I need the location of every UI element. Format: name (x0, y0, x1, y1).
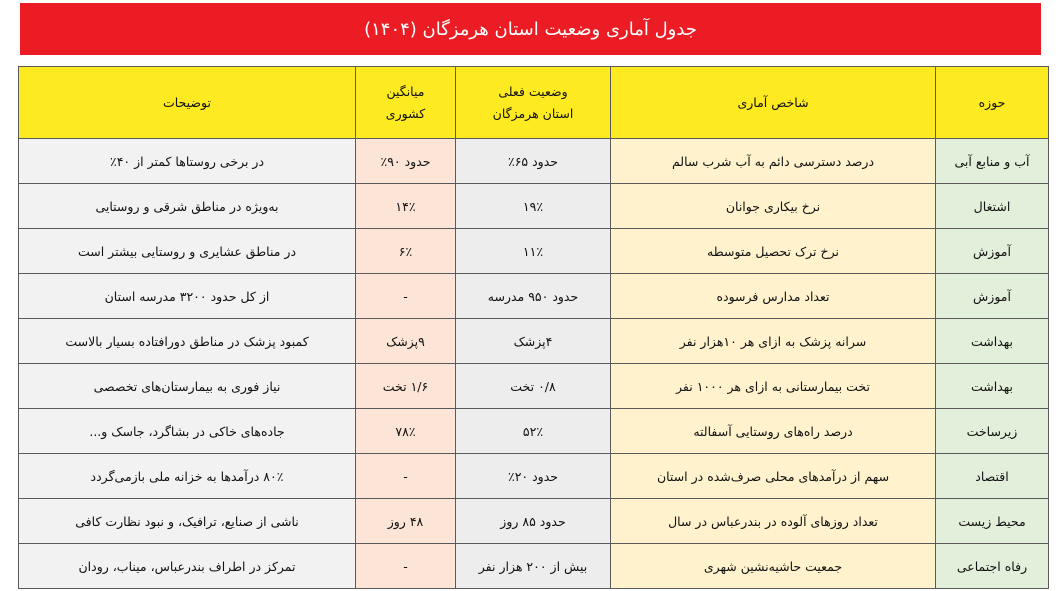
cell-current: ۵۲٪ (456, 409, 611, 454)
cell-national: ۴۸ روز (356, 499, 456, 544)
cell-domain: محیط زیست (936, 499, 1049, 544)
cell-domain: زیرساخت (936, 409, 1049, 454)
cell-indicator: سهم از درآمدهای محلی صرف‌شده در استان (611, 454, 936, 499)
table-row (19, 364, 1049, 409)
cell-indicator: تعداد روزهای آلوده در بندرعباس در سال (611, 499, 936, 544)
table-row (19, 274, 1049, 319)
table-row (19, 499, 1049, 544)
header-indicator: شاخص آماری (611, 67, 936, 139)
cell-domain: اقتصاد (936, 454, 1049, 499)
cell-notes: ۸۰٪ درآمدها به خزانه ملی بازمی‌گردد (19, 454, 356, 499)
cell-indicator: تخت بیمارستانی به ازای هر ۱۰۰۰ نفر (611, 364, 936, 409)
cell-domain: بهداشت (936, 364, 1049, 409)
cell-notes: در برخی روستاها کمتر از ۴۰٪ (19, 139, 356, 184)
cell-domain: آموزش (936, 229, 1049, 274)
cell-current: بیش از ۲۰۰ هزار نفر (456, 544, 611, 589)
cell-domain: اشتغال (936, 184, 1049, 229)
cell-domain: رفاه اجتماعی (936, 544, 1049, 589)
cell-notes: ناشی از صنایع، ترافیک، و نبود نظارت کافی (19, 499, 356, 544)
cell-domain: بهداشت (936, 319, 1049, 364)
cell-notes: به‌ویژه در مناطق شرقی و روستایی (19, 184, 356, 229)
cell-national: ۷۸٪ (356, 409, 456, 454)
cell-national: ۱۴٪ (356, 184, 456, 229)
table-row (19, 184, 1049, 229)
cell-indicator: تعداد مدارس فرسوده (611, 274, 936, 319)
cell-notes: جاده‌های خاکی در بشاگرد، جاسک و... (19, 409, 356, 454)
table-row (19, 229, 1049, 274)
cell-indicator: درصد دسترسی دائم به آب شرب سالم (611, 139, 936, 184)
cell-national: ۶٪ (356, 229, 456, 274)
table-row (19, 139, 1049, 184)
cell-national: ۹پزشک (356, 319, 456, 364)
table-row (19, 409, 1049, 454)
header-row (19, 67, 1049, 139)
cell-notes: تمرکز در اطراف بندرعباس، میناب، رودان (19, 544, 356, 589)
cell-national: - (356, 454, 456, 499)
cell-current: ۴پزشک (456, 319, 611, 364)
header-notes: توضیحات (19, 67, 356, 139)
cell-current: حدود ۲۰٪ (456, 454, 611, 499)
cell-notes: از کل حدود ۳۲۰۰ مدرسه استان (19, 274, 356, 319)
statistics-table (18, 66, 1049, 589)
cell-notes: در مناطق عشایری و روستایی بیشتر است (19, 229, 356, 274)
table-row (19, 544, 1049, 589)
table-row (19, 454, 1049, 499)
cell-indicator: نرخ ترک تحصیل متوسطه (611, 229, 936, 274)
page-title: جدول آماری وضعیت استان هرمزگان (۱۴۰۴) (364, 18, 697, 40)
cell-notes: نیاز فوری به بیمارستان‌های تخصصی (19, 364, 356, 409)
cell-indicator: نرخ بیکاری جوانان (611, 184, 936, 229)
cell-notes: کمبود پزشک در مناطق دورافتاده بسیار بالاست (19, 319, 356, 364)
header-domain: حوزه (936, 67, 1049, 139)
cell-current: حدود ۶۵٪ (456, 139, 611, 184)
cell-indicator: درصد راه‌های روستایی آسفالته (611, 409, 936, 454)
cell-domain: آب و منابع آبی (936, 139, 1049, 184)
cell-national: ۱/۶ تخت (356, 364, 456, 409)
cell-current: حدود ۹۵۰ مدرسه (456, 274, 611, 319)
cell-current: ۰/۸ تخت (456, 364, 611, 409)
cell-current: حدود ۸۵ روز (456, 499, 611, 544)
cell-national: - (356, 544, 456, 589)
table-row (19, 319, 1049, 364)
cell-indicator: سرانه پزشک به ازای هر ۱۰هزار نفر (611, 319, 936, 364)
cell-domain: آموزش (936, 274, 1049, 319)
cell-indicator: جمعیت حاشیه‌نشین شهری (611, 544, 936, 589)
cell-national: - (356, 274, 456, 319)
cell-national: حدود ۹۰٪ (356, 139, 456, 184)
cell-current: ۱۱٪ (456, 229, 611, 274)
header-current-status: وضعیت فعلی استان هرمزگان (456, 67, 611, 139)
cell-current: ۱۹٪ (456, 184, 611, 229)
table-title-bar (20, 3, 1041, 55)
header-national-average: میانگین کشوری (356, 67, 456, 139)
